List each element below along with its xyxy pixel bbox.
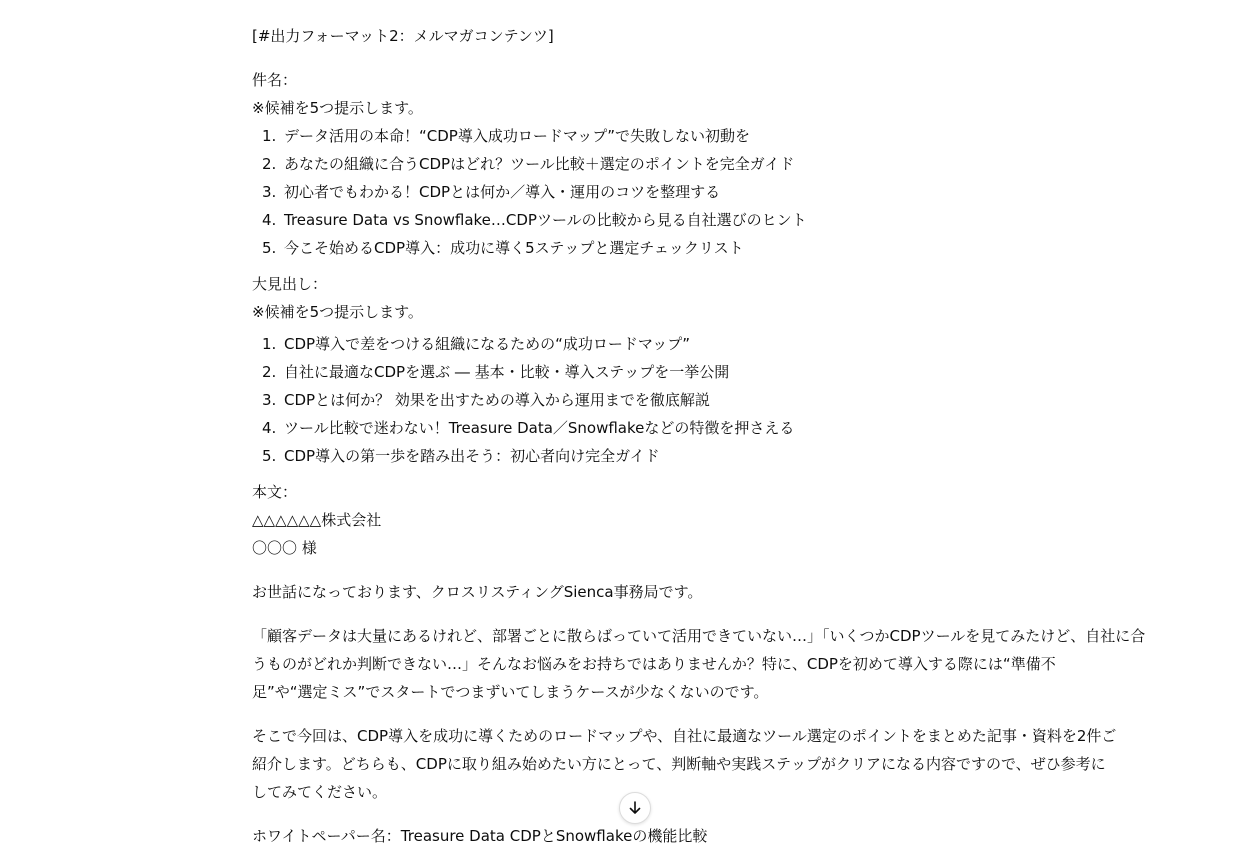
list-number: 4.	[262, 211, 277, 229]
company-name: △△△△△△株式会社	[252, 511, 382, 529]
list-item	[252, 178, 1028, 206]
list-text: 自社に最適なCDPを選ぶ ― 基本・比較・導入ステップを一挙公開	[284, 363, 730, 381]
whitepaper-title: ホワイトペーパー名：Treasure Data CDPとSnowflakeの機能比較	[252, 827, 708, 845]
arrow-down-icon	[627, 800, 643, 816]
list-text: Treasure Data vs Snowflake…CDPツールの比較から見る自社選びのヒント	[284, 211, 807, 229]
recipient-name: 〇〇〇 様	[252, 539, 317, 557]
headline-section	[252, 270, 1028, 326]
paragraph-line: 「顧客データは大量にあるけれど、部署ごとに散らばっていて活用できていない…」「いくつかCDPツールを見てみたけど、自社に合	[252, 627, 1146, 645]
headline-label: 大見出し：	[252, 275, 328, 293]
body-label: 本文：	[252, 483, 298, 501]
paragraph-line: うものがどれか判断できない…」そんなお悩みをお持ちではありませんか？特に、CDPを初めて導入する際には“準備不	[252, 655, 1056, 673]
list-number: 3.	[262, 391, 277, 409]
format-header: [#出力フォーマット2：メルマガコンテンツ]	[252, 27, 554, 45]
paragraph-line: してみてください。	[252, 783, 388, 801]
list-item	[252, 330, 1028, 358]
paragraph-line: 紹介します。どちらも、CDPに取り組み始めたい方にとって、判断軸や実践ステップがクリアになる内容ですので、ぜひ参考に	[252, 755, 1106, 773]
body-section	[252, 478, 1028, 562]
assistant-message	[252, 22, 1146, 850]
list-text: CDPとは何か？ 効果を出すための導入から運用までを徹底解説	[284, 391, 710, 409]
list-item	[252, 150, 1028, 178]
subject-list	[252, 122, 1028, 262]
greeting: お世話になっております、クロスリスティングSienca事務局です。	[252, 583, 703, 601]
scroll-to-bottom-button[interactable]	[619, 792, 651, 824]
list-item	[252, 358, 1028, 386]
list-item	[252, 386, 1028, 414]
list-item	[252, 206, 1028, 234]
list-item	[252, 414, 1028, 442]
list-number: 1.	[262, 127, 277, 145]
paragraph-line: そこで今回は、CDP導入を成功に導くためのロードマップや、自社に最適なツール選定のポイントをまとめた記事・資料を2件ご	[252, 727, 1117, 745]
list-text: あなたの組織に合うCDPはどれ？ツール比較＋選定のポイントを完全ガイド	[284, 155, 795, 173]
body-paragraph-1	[252, 622, 1146, 706]
list-number: 5.	[262, 239, 277, 257]
list-number: 5.	[262, 447, 277, 465]
headline-note: ※候補を5つ提示します。	[252, 303, 423, 321]
list-number: 2.	[262, 363, 277, 381]
list-number: 3.	[262, 183, 277, 201]
list-text: 初心者でもわかる！CDPとは何か／導入・運用のコツを整理する	[284, 183, 721, 201]
headline-list	[252, 330, 1028, 470]
list-text: CDP導入で差をつける組織になるための“成功ロードマップ”	[284, 335, 691, 353]
list-item	[252, 122, 1028, 150]
list-text: ツール比較で迷わない！Treasure Data／Snowflakeなどの特徴を押さえる	[284, 419, 795, 437]
list-item	[252, 234, 1028, 262]
list-text: 今こそ始めるCDP導入：成功に導く5ステップと選定チェックリスト	[284, 239, 744, 257]
list-number: 2.	[262, 155, 277, 173]
list-text: CDP導入の第一歩を踏み出そう：初心者向け完全ガイド	[284, 447, 660, 465]
paragraph-line: 足”や“選定ミス”でスタートでつまずいてしまうケースが少なくないのです。	[252, 683, 769, 701]
subject-section	[252, 66, 1028, 122]
subject-label: 件名：	[252, 71, 298, 89]
list-item	[252, 442, 1028, 470]
list-number: 1.	[262, 335, 277, 353]
list-text: データ活用の本命！“CDP導入成功ロードマップ”で失敗しない初動を	[284, 127, 751, 145]
list-number: 4.	[262, 419, 277, 437]
subject-note: ※候補を5つ提示します。	[252, 99, 423, 117]
